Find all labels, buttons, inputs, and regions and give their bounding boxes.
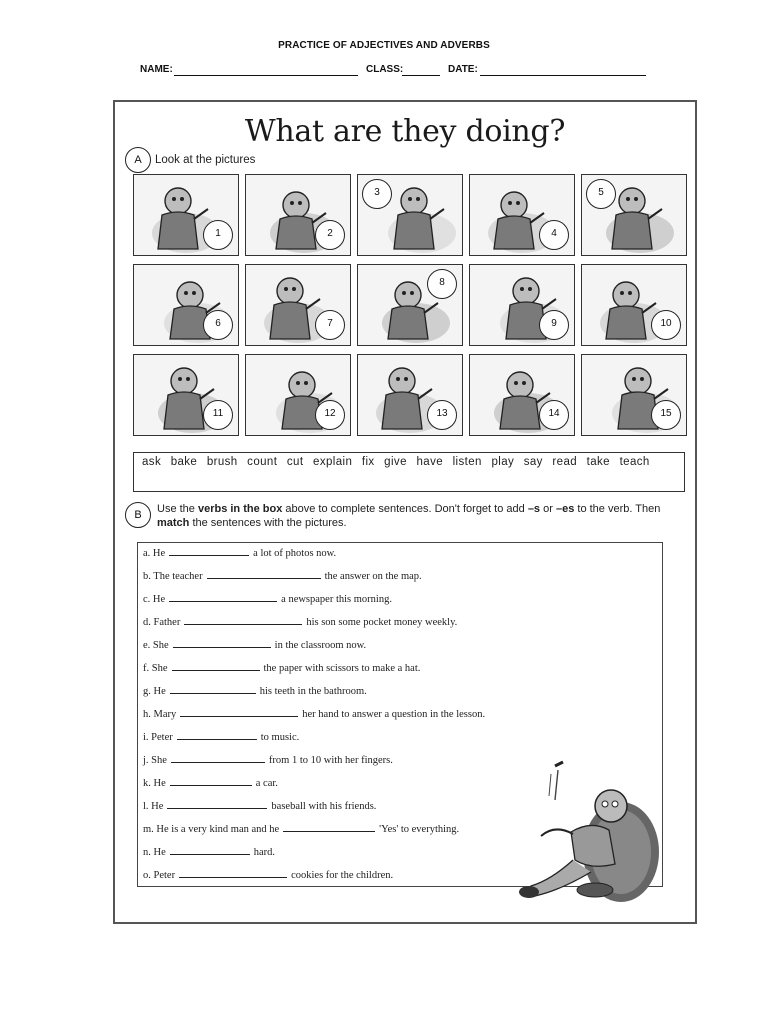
- sentence-start: i. Peter: [143, 732, 173, 743]
- sentence-end: his teeth in the bathroom.: [259, 686, 367, 697]
- picture-9: [469, 264, 575, 346]
- sentence-row: [143, 569, 422, 582]
- section-b-badge: B: [125, 502, 151, 528]
- sentence-end: in the classroom now.: [274, 640, 367, 651]
- answer-blank[interactable]: [177, 730, 257, 740]
- answer-blank[interactable]: [207, 569, 321, 579]
- sentence-end: a car.: [255, 778, 278, 789]
- sentence-end: from 1 to 10 with her fingers.: [268, 755, 393, 766]
- picture-number-badge: 11: [203, 400, 233, 430]
- sentence-end: hard.: [253, 847, 276, 858]
- name-label: NAME:: [140, 64, 173, 75]
- sentence-end: the paper with scissors to make a hat.: [263, 663, 421, 674]
- sentence-start: o. Peter: [143, 870, 176, 881]
- picture-number-badge: 3: [362, 179, 392, 209]
- sentence-row: [143, 661, 420, 674]
- sentence-row: [143, 615, 457, 628]
- picture-12: [245, 354, 351, 436]
- sentence-row: [143, 822, 459, 835]
- sentence-start: j. She: [143, 755, 167, 766]
- picture-number-badge: 12: [315, 400, 345, 430]
- answer-blank[interactable]: [184, 615, 302, 625]
- picture-13: [357, 354, 463, 436]
- picture-14: [469, 354, 575, 436]
- answer-blank[interactable]: [169, 592, 277, 602]
- picture-6: [133, 264, 239, 346]
- section-a-label: Look at the pictures: [155, 154, 256, 166]
- picture-15: [581, 354, 687, 436]
- picture-number-badge: 9: [539, 310, 569, 340]
- picture-number-badge: 6: [203, 310, 233, 340]
- section-b-instructions: Use the verbs in the box above to complete sentences. Don't forget to add –s or –es to the verb. Then match the sentences with the pictures.: [157, 503, 661, 529]
- answer-blank[interactable]: [172, 661, 260, 671]
- sentence-start: g. He: [143, 686, 166, 697]
- thinking-man-illustration: [511, 760, 661, 908]
- picture-number-badge: 15: [651, 400, 681, 430]
- name-field[interactable]: [174, 75, 358, 76]
- picture-number-badge: 2: [315, 220, 345, 250]
- sentence-row: [143, 845, 275, 858]
- sentence-end: baseball with his friends.: [271, 801, 377, 812]
- sentence-row: [143, 753, 393, 766]
- sentence-start: m. He is a very kind man and he: [143, 824, 280, 835]
- verbs-box: ask bake brush count cut explain fix give have listen play say read take teach: [133, 452, 685, 492]
- picture-3: [357, 174, 463, 256]
- answer-blank[interactable]: [173, 638, 271, 648]
- sentence-start: n. He: [143, 847, 166, 858]
- sentence-row: [143, 776, 278, 789]
- sentence-start: d. Father: [143, 617, 181, 628]
- sentence-end: 'Yes' to everything.: [379, 824, 460, 835]
- answer-blank[interactable]: [169, 546, 249, 556]
- sentence-start: k. He: [143, 778, 166, 789]
- sentence-start: f. She: [143, 663, 168, 674]
- exercise-sheet: [113, 100, 697, 924]
- date-field[interactable]: [480, 75, 646, 76]
- class-field[interactable]: [402, 75, 440, 76]
- sentence-row: [143, 707, 485, 720]
- picture-grid: [133, 174, 689, 442]
- answer-blank[interactable]: [179, 868, 287, 878]
- picture-number-badge: 1: [203, 220, 233, 250]
- picture-11: [133, 354, 239, 436]
- picture-4: [469, 174, 575, 256]
- picture-number-badge: 8: [427, 269, 457, 299]
- sentence-end: the answer on the map.: [324, 571, 422, 582]
- answer-blank[interactable]: [170, 776, 252, 786]
- sheet-title: What are they doing?: [244, 114, 566, 149]
- picture-10: [581, 264, 687, 346]
- sentence-row: [143, 868, 393, 881]
- worksheet-heading: PRACTICE OF ADJECTIVES AND ADVERBS: [278, 40, 490, 51]
- sentence-start: e. She: [143, 640, 169, 651]
- answer-blank[interactable]: [170, 684, 256, 694]
- class-label: CLASS:: [366, 64, 404, 75]
- picture-number-badge: 14: [539, 400, 569, 430]
- picture-number-badge: 4: [539, 220, 569, 250]
- picture-7: [245, 264, 351, 346]
- sentence-start: b. The teacher: [143, 571, 203, 582]
- picture-number-badge: 5: [586, 179, 616, 209]
- sentence-start: a. He: [143, 548, 166, 559]
- sentence-end: a newspaper this morning.: [281, 594, 392, 605]
- picture-number-badge: 7: [315, 310, 345, 340]
- sentence-start: c. He: [143, 594, 166, 605]
- sentence-end: to music.: [260, 732, 300, 743]
- answer-blank[interactable]: [180, 707, 298, 717]
- picture-number-badge: 10: [651, 310, 681, 340]
- sentence-start: h. Mary: [143, 709, 177, 720]
- sentence-end: a lot of photos now.: [253, 548, 337, 559]
- picture-number-badge: 13: [427, 400, 457, 430]
- sentence-end: cookies for the children.: [291, 870, 394, 881]
- sentence-row: [143, 730, 299, 743]
- sentence-row: [143, 684, 367, 697]
- sentence-end: her hand to answer a question in the lesson.: [302, 709, 486, 720]
- student-info-line: [140, 64, 660, 80]
- answer-blank[interactable]: [171, 753, 265, 763]
- picture-1: [133, 174, 239, 256]
- sentence-row: [143, 638, 366, 651]
- answer-blank[interactable]: [167, 799, 267, 809]
- sentence-row: [143, 799, 376, 812]
- answer-blank[interactable]: [283, 822, 375, 832]
- sentence-start: l. He: [143, 801, 164, 812]
- picture-5: [581, 174, 687, 256]
- sentence-row: [143, 546, 336, 559]
- sentence-row: [143, 592, 392, 605]
- section-a-badge: A: [125, 147, 151, 173]
- answer-blank[interactable]: [170, 845, 250, 855]
- sentence-end: his son some pocket money weekly.: [306, 617, 458, 628]
- picture-2: [245, 174, 351, 256]
- date-label: DATE:: [448, 64, 478, 75]
- picture-8: [357, 264, 463, 346]
